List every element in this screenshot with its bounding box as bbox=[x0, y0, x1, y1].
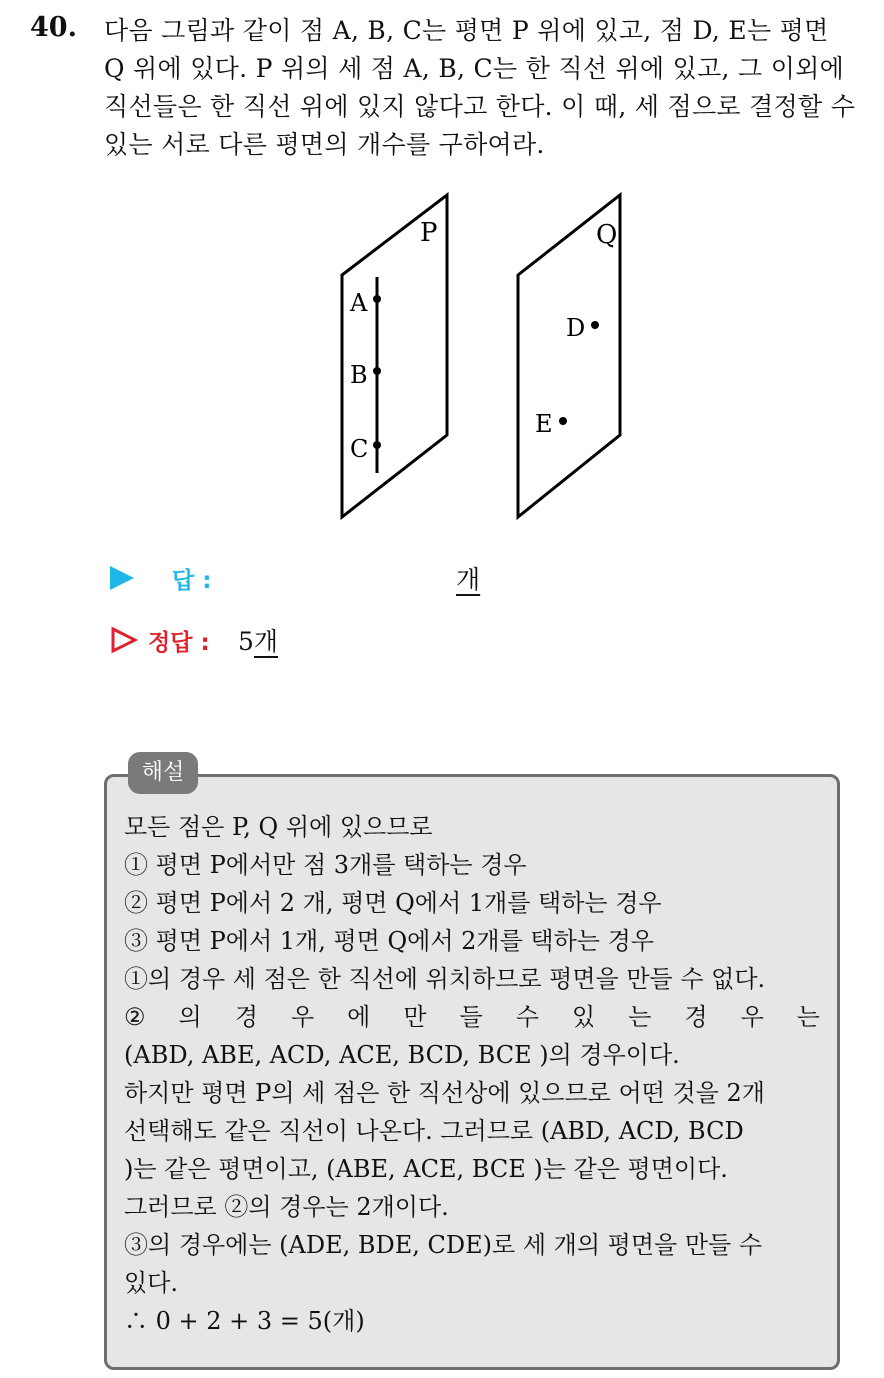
answer-unit: 개 bbox=[456, 565, 481, 594]
correct-answer-value bbox=[238, 622, 278, 658]
point-b bbox=[373, 367, 381, 375]
explanation-line: )는 같은 평면이고, (ABE, ACE, BCE )는 같은 평면이다. bbox=[124, 1155, 728, 1183]
spaced-token: 들 bbox=[459, 1003, 483, 1031]
question-line: 직선들은 한 직선 위에 있지 않다고 한다. 이 때, 세 점으로 결정할 수 bbox=[104, 92, 856, 121]
planes-figure bbox=[330, 185, 640, 525]
question-text bbox=[104, 12, 864, 164]
correct-arrow-icon bbox=[110, 626, 138, 654]
question-line: 있는 서로 다른 평면의 개수를 구하여라. bbox=[104, 130, 545, 159]
spaced-token: 만 bbox=[403, 1003, 427, 1031]
plane-p-label: P bbox=[420, 218, 438, 248]
explanation-line: 있다. bbox=[124, 1269, 178, 1297]
spaced-token: ② bbox=[124, 1003, 146, 1031]
point-e bbox=[559, 417, 567, 425]
point-a bbox=[373, 295, 381, 303]
point-d bbox=[591, 321, 599, 329]
correct-answer-label: 정답 : bbox=[148, 630, 210, 656]
explanation-line: 그러므로 ②의 경우는 2개이다. bbox=[124, 1193, 449, 1221]
explanation-body bbox=[124, 808, 824, 1340]
explanation-line: ③의 경우에는 (ADE, BDE, CDE)로 세 개의 평면을 만들 수 bbox=[124, 1231, 763, 1259]
point-c bbox=[373, 441, 381, 449]
explanation-line: 선택해도 같은 직선이 나온다. 그러므로 (ABD, ACD, BCD bbox=[124, 1117, 744, 1145]
point-a-label: A bbox=[350, 289, 368, 317]
answer-label: 답 : bbox=[172, 568, 212, 594]
correct-answer-number: 5 bbox=[238, 627, 254, 656]
spaced-token: 우 bbox=[740, 1003, 764, 1031]
explanation-tab: 해설 bbox=[128, 752, 198, 794]
explanation-line: ①의 경우 세 점은 한 직선에 위치하므로 평면을 만들 수 없다. bbox=[124, 965, 766, 993]
explanation-line: ③ 평면 P에서 1개, 평면 Q에서 2개를 택하는 경우 bbox=[124, 927, 654, 955]
correct-answer-row bbox=[110, 622, 510, 662]
explanation-spaced-line bbox=[124, 998, 820, 1036]
explanation-line: 모든 점은 P, Q 위에 있으므로 bbox=[124, 813, 433, 841]
correct-answer-unit: 개 bbox=[253, 627, 279, 656]
point-b-label: B bbox=[350, 361, 368, 389]
spaced-token: 에 bbox=[347, 1003, 371, 1031]
spaced-token: 우 bbox=[290, 1003, 315, 1031]
spaced-token: 수 bbox=[515, 1003, 539, 1031]
explanation-line: ∴ 0 + 2 + 3 = 5(개) bbox=[124, 1307, 365, 1335]
explanation-line: (ABD, ABE, ACD, ACE, BCD, BCE )의 경우이다. bbox=[124, 1041, 680, 1069]
spaced-token: 는 bbox=[796, 1003, 820, 1031]
spaced-token: 는 bbox=[628, 1003, 652, 1031]
spaced-token: 의 bbox=[178, 1003, 202, 1031]
question-number: 40. bbox=[30, 12, 77, 43]
point-d-label: D bbox=[566, 314, 586, 342]
explanation-line: 하지만 평면 P의 세 점은 한 직선상에 있으므로 어떤 것을 2개 bbox=[124, 1079, 765, 1107]
spaced-token: 경 bbox=[684, 1003, 708, 1031]
spaced-token: 있 bbox=[571, 1003, 596, 1031]
question-line: Q 위에 있다. P 위의 세 점 A, B, C는 한 직선 위에 있고, 그 이외에 bbox=[104, 54, 845, 83]
spaced-token: 경 bbox=[234, 1003, 258, 1031]
answer-arrow-icon bbox=[110, 566, 134, 590]
answer-row bbox=[110, 560, 510, 600]
plane-q-label: Q bbox=[596, 220, 618, 250]
point-c-label: C bbox=[350, 435, 369, 463]
point-e-label: E bbox=[535, 410, 553, 438]
explanation-line: ② 평면 P에서 2 개, 평면 Q에서 1개를 택하는 경우 bbox=[124, 889, 662, 917]
question-line: 다음 그림과 같이 점 A, B, C는 평면 P 위에 있고, 점 D, E는 평면 bbox=[104, 16, 829, 45]
explanation-line: ① 평면 P에서만 점 3개를 택하는 경우 bbox=[124, 851, 527, 879]
